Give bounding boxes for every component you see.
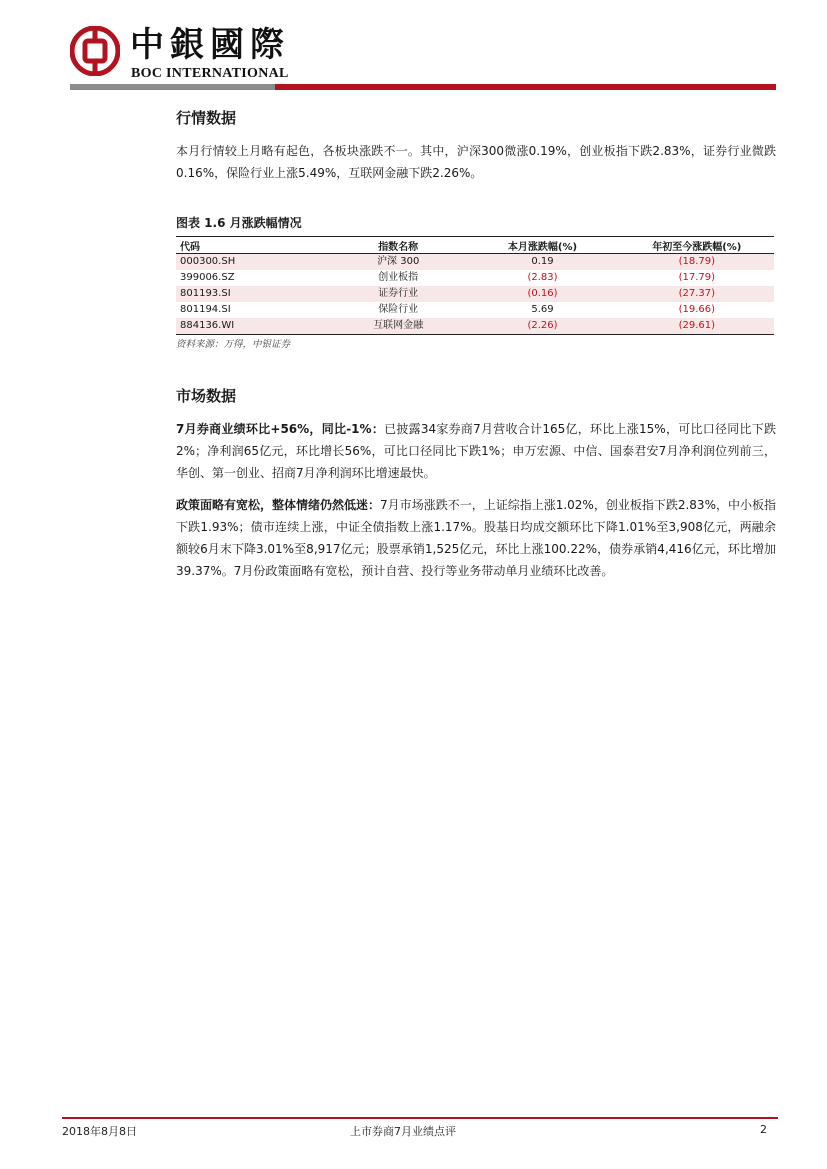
figure-source: 资料来源：万得，中银证券 <box>176 339 291 350</box>
cell-name: 沪深 300 <box>377 256 420 267</box>
cell-code: 000300.SH <box>180 256 236 267</box>
section2-paragraph-1 <box>176 418 776 484</box>
boc-logo-icon <box>70 26 120 76</box>
section-title-market-data: 市场数据 <box>176 387 237 405</box>
cell-name: 证券行业 <box>378 288 419 299</box>
cell-month: (0.16) <box>527 288 558 299</box>
cell-month: 0.19 <box>531 256 554 267</box>
footer-rule <box>62 1117 778 1119</box>
paragraph-1-lead: 7月券商业绩环比+56%，同比-1%： <box>176 422 385 436</box>
cell-code: 399006.SZ <box>180 272 235 283</box>
col-header-name: 指数名称 <box>331 237 465 254</box>
section-title-market-quotes: 行情数据 <box>176 109 237 127</box>
cell-ytd: (27.37) <box>678 288 716 299</box>
cell-month: (2.83) <box>527 272 558 283</box>
cell-name: 创业板指 <box>378 272 419 283</box>
section1-body: 本月行情较上月略有起色，各板块涨跌不一。其中，沪深300微涨0.19%，创业板指下跌2.83%，证券行业微跌0.16%，保险行业上涨5.49%，互联网金融下跌2.26%。 <box>176 144 776 180</box>
footer-title: 上市券商7月业绩点评 <box>350 1125 456 1138</box>
boc-logo <box>70 24 310 84</box>
table-header-row <box>176 237 774 254</box>
cell-ytd: (19.66) <box>678 304 716 315</box>
cell-code: 884136.WI <box>176 318 331 335</box>
cell-month: (2.26) <box>465 318 619 335</box>
figure-title: 图表 1.6 月涨跌幅情况 <box>176 216 302 230</box>
cell-ytd: (29.61) <box>620 318 774 335</box>
monthly-change-table <box>176 236 774 335</box>
logo-chinese-text: 中銀國際 <box>130 25 290 65</box>
header-rule <box>70 84 776 90</box>
page-number: 2 <box>760 1123 767 1136</box>
cell-name: 互联网金融 <box>331 318 465 335</box>
paragraph-1-body: 已披露34家券商7月营收合计165亿，环比上涨15%，可比口径同比下跌2%；净利润65亿元，环比增长56%，可比口径同比下跌1%；申万宏源、中信、国泰君安7月净利润位列前三，华创、第一创业、招商7月净利润环比增速最快。 <box>176 422 777 480</box>
footer-date: 2018年8月8日 <box>62 1125 137 1138</box>
cell-name: 保险行业 <box>378 304 419 315</box>
table-row <box>176 254 774 271</box>
paragraph-2-lead: 政策面略有宽松，整体情绪仍然低迷： <box>176 498 381 512</box>
header-rule-gray <box>70 84 275 90</box>
main-content <box>176 108 776 582</box>
col-header-code: 代码 <box>176 237 331 254</box>
table-row <box>176 270 774 286</box>
cell-ytd: (17.79) <box>678 272 716 283</box>
section2-paragraph-2 <box>176 494 776 582</box>
cell-month: 5.69 <box>531 304 554 315</box>
table-row <box>176 286 774 302</box>
table-row <box>176 302 774 318</box>
paragraph-2-body: 7月市场涨跌不一，上证综指上涨1.02%，创业板指下跌2.83%，中小板指下跌1.93%；债市连续上涨，中证全债指数上涨1.17%。股基日均成交额环比下降1.01%至3,908亿元，两融余额较6月末下降3.01%至8,917亿元；股票承销1,525亿元，环比上涨100.22%，债券承销4,416亿元，环比增加39.37%。7月份政策面略有宽松，预计自营、投行等业务带动单月业绩环比改善。 <box>176 498 776 578</box>
cell-ytd: (18.79) <box>678 256 716 267</box>
table-row <box>176 318 774 335</box>
cell-code: 801193.SI <box>180 288 231 299</box>
col-header-ytd: 年初至今涨跌幅(%) <box>620 237 774 254</box>
col-header-month: 本月涨跌幅(%) <box>465 237 619 254</box>
header-rule-red <box>275 84 776 90</box>
logo-english-text: BOC INTERNATIONAL <box>131 66 289 81</box>
cell-code: 801194.SI <box>180 304 231 315</box>
